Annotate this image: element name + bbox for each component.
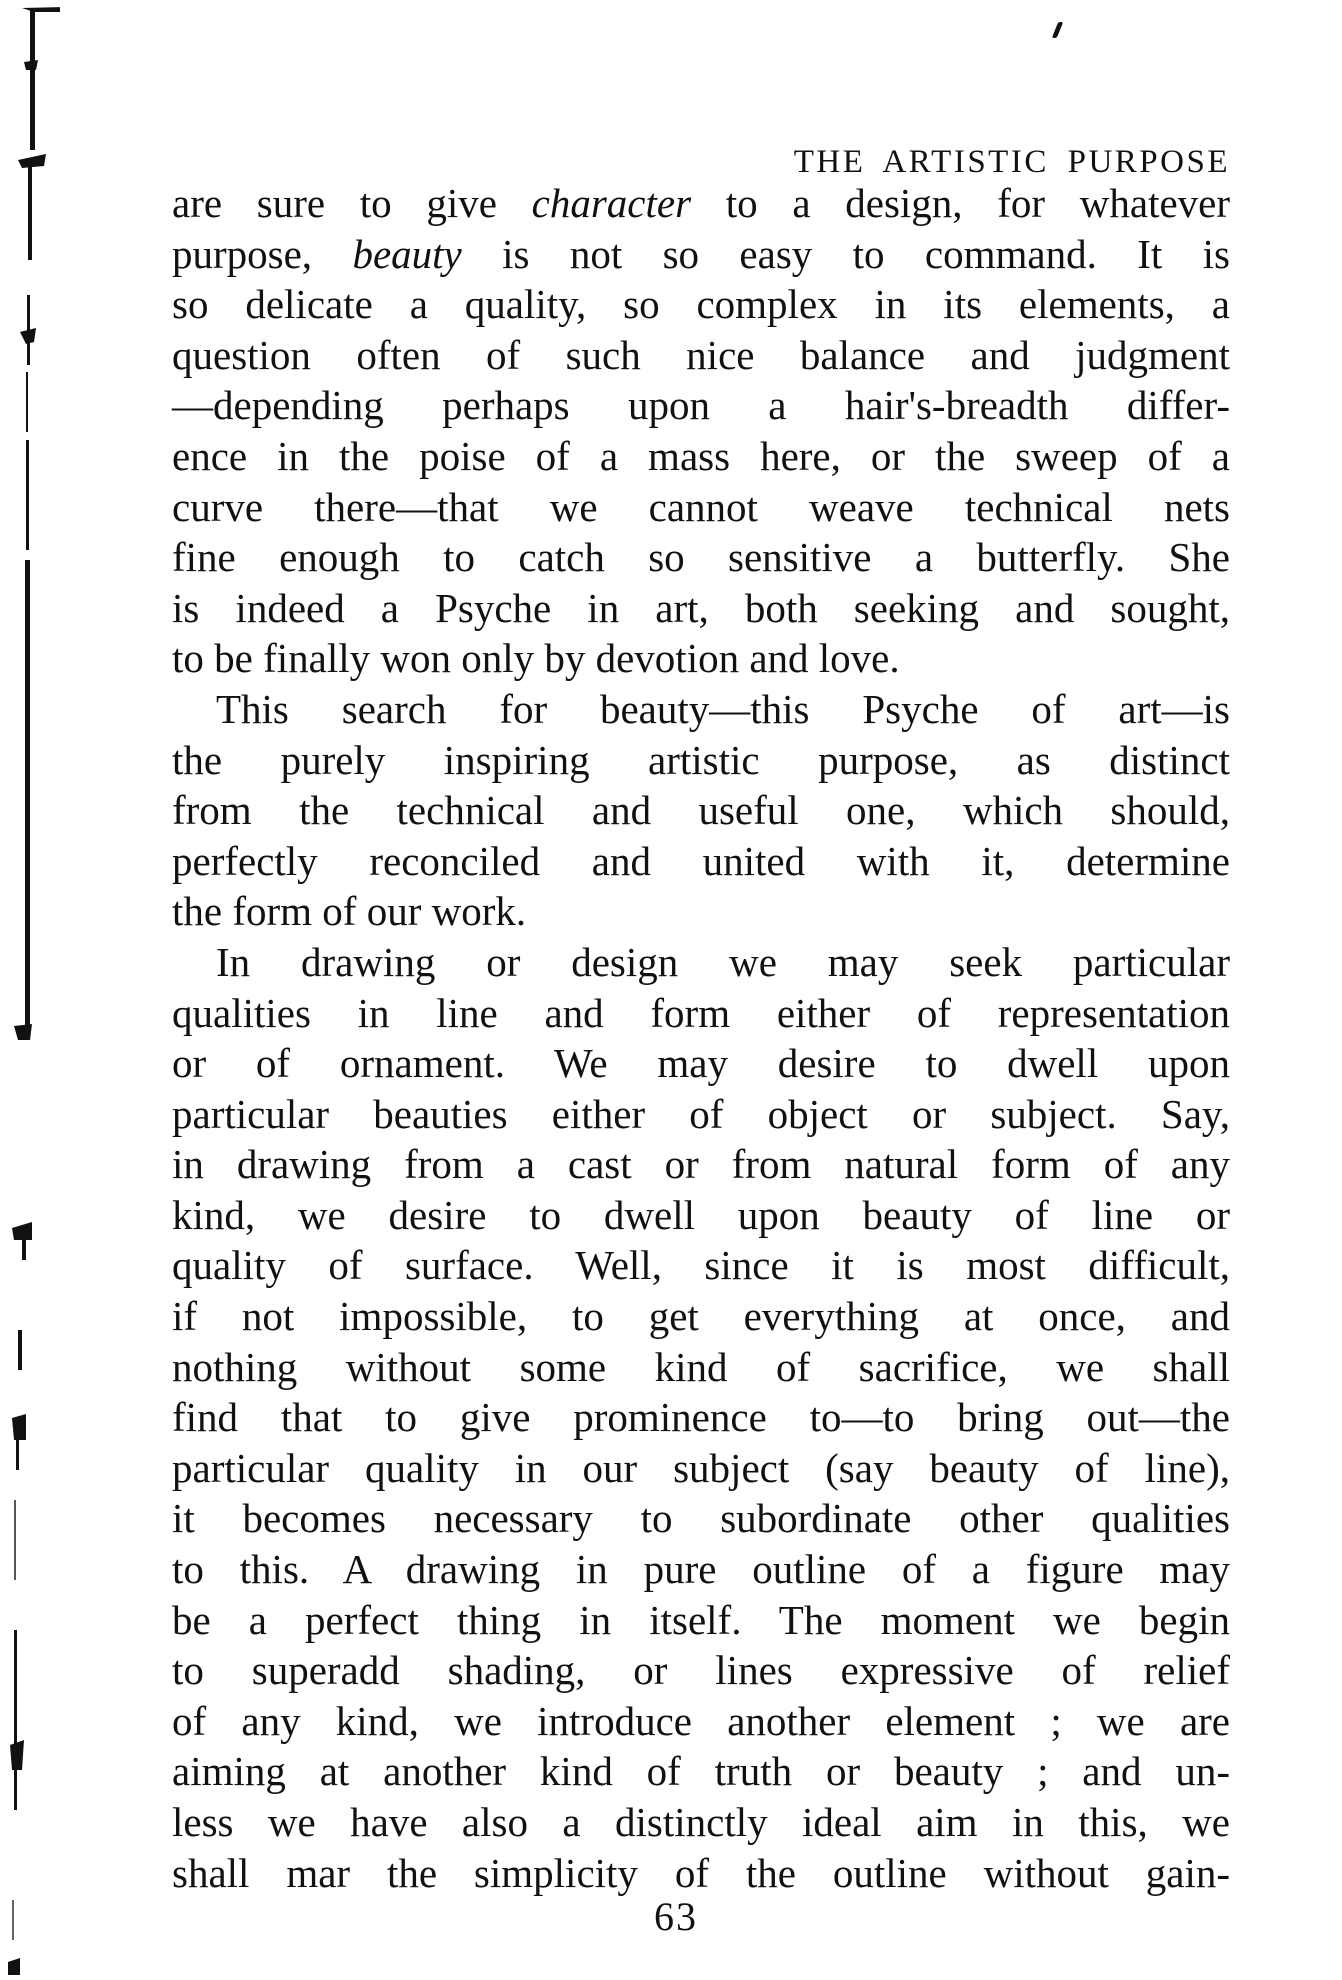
text-line: the purely inspiring artistic purpose, as distinct — [172, 736, 1230, 783]
paragraph-end-line: the form of our work. — [172, 888, 527, 935]
text-line: perfectly reconciled and united with it, determine — [172, 837, 1230, 884]
text-run: is not so easy to command. It is — [461, 230, 1230, 277]
text-line: question often of such nice balance and judgment — [172, 331, 1230, 378]
text-line: aiming at another kind of truth or beauty ; and un- — [172, 1748, 1230, 1795]
text-line: fine enough to catch so sensitive a butterfly. She — [172, 534, 1230, 581]
italic-word-character: character — [531, 180, 692, 226]
paragraph-end-line: to be finally won only by devotion and love. — [172, 635, 900, 682]
text-run: are sure to give — [172, 180, 532, 226]
text-line: is indeed a Psyche in art, both seeking and sought, — [172, 584, 1230, 631]
text-line: in drawing from a cast or from natural form of any — [172, 1141, 1230, 1188]
text-line: of any kind, we introduce another element ; we are — [172, 1697, 1230, 1744]
text-line: ence in the poise of a mass here, or the sweep of a — [172, 432, 1230, 479]
text-line: be a perfect thing in itself. The moment we begin — [172, 1596, 1230, 1643]
text-line: particular beauties either of object or subject. Say, — [172, 1090, 1230, 1137]
text-line: less we have also a distinctly ideal aim in this, we — [172, 1799, 1230, 1845]
text-line: shall mar the simplicity of the outline without gain- — [172, 1849, 1230, 1896]
text-line: quality of surface. Well, since it is most difficult, — [172, 1242, 1230, 1289]
text-line: to superadd shading, or lines expressive of relief — [172, 1647, 1230, 1694]
text-line — [172, 229, 1230, 280]
text-line — [172, 178, 1230, 229]
paragraph-start-line: This search for beauty—this Psyche of art—is — [216, 685, 1230, 732]
text-line: or of ornament. We may desire to dwell upon — [172, 1040, 1230, 1087]
text-line: particular quality in our subject (say beauty of line), — [172, 1444, 1230, 1491]
text-line: —depending perhaps upon a hair's-breadth differ- — [172, 382, 1230, 429]
text-line: qualities in line and form either of representation — [172, 989, 1230, 1036]
text-line: if not impossible, to get everything at once, and — [172, 1293, 1230, 1340]
running-head: THE ARTISTIC PURPOSE — [793, 144, 1230, 180]
text-line: find that to give prominence to—to bring out—the — [172, 1394, 1230, 1441]
text-line: curve there—that we cannot weave technical nets — [172, 483, 1230, 530]
binding-edge-artifact — [0, 0, 60, 1980]
text-run: to a design, for whatever — [691, 180, 1231, 226]
text-run: purpose, — [172, 230, 353, 277]
stray-ink-mark — [1052, 22, 1063, 38]
body-text — [172, 178, 1230, 1898]
text-line: nothing without some kind of sacrifice, we shall — [172, 1343, 1230, 1390]
text-line: kind, we desire to dwell upon beauty of line or — [172, 1191, 1230, 1238]
text-line: it becomes necessary to subordinate other qualities — [172, 1495, 1230, 1542]
paragraph-start-line: In drawing or design we may seek particular — [216, 938, 1230, 985]
italic-word-beauty: beauty — [352, 230, 462, 277]
text-line: to this. A drawing in pure outline of a figure may — [172, 1546, 1230, 1593]
text-line: from the technical and useful one, which should, — [172, 787, 1230, 834]
text-line: so delicate a quality, so complex in its elements, a — [172, 281, 1230, 328]
page-number: 63 — [654, 1894, 698, 1939]
